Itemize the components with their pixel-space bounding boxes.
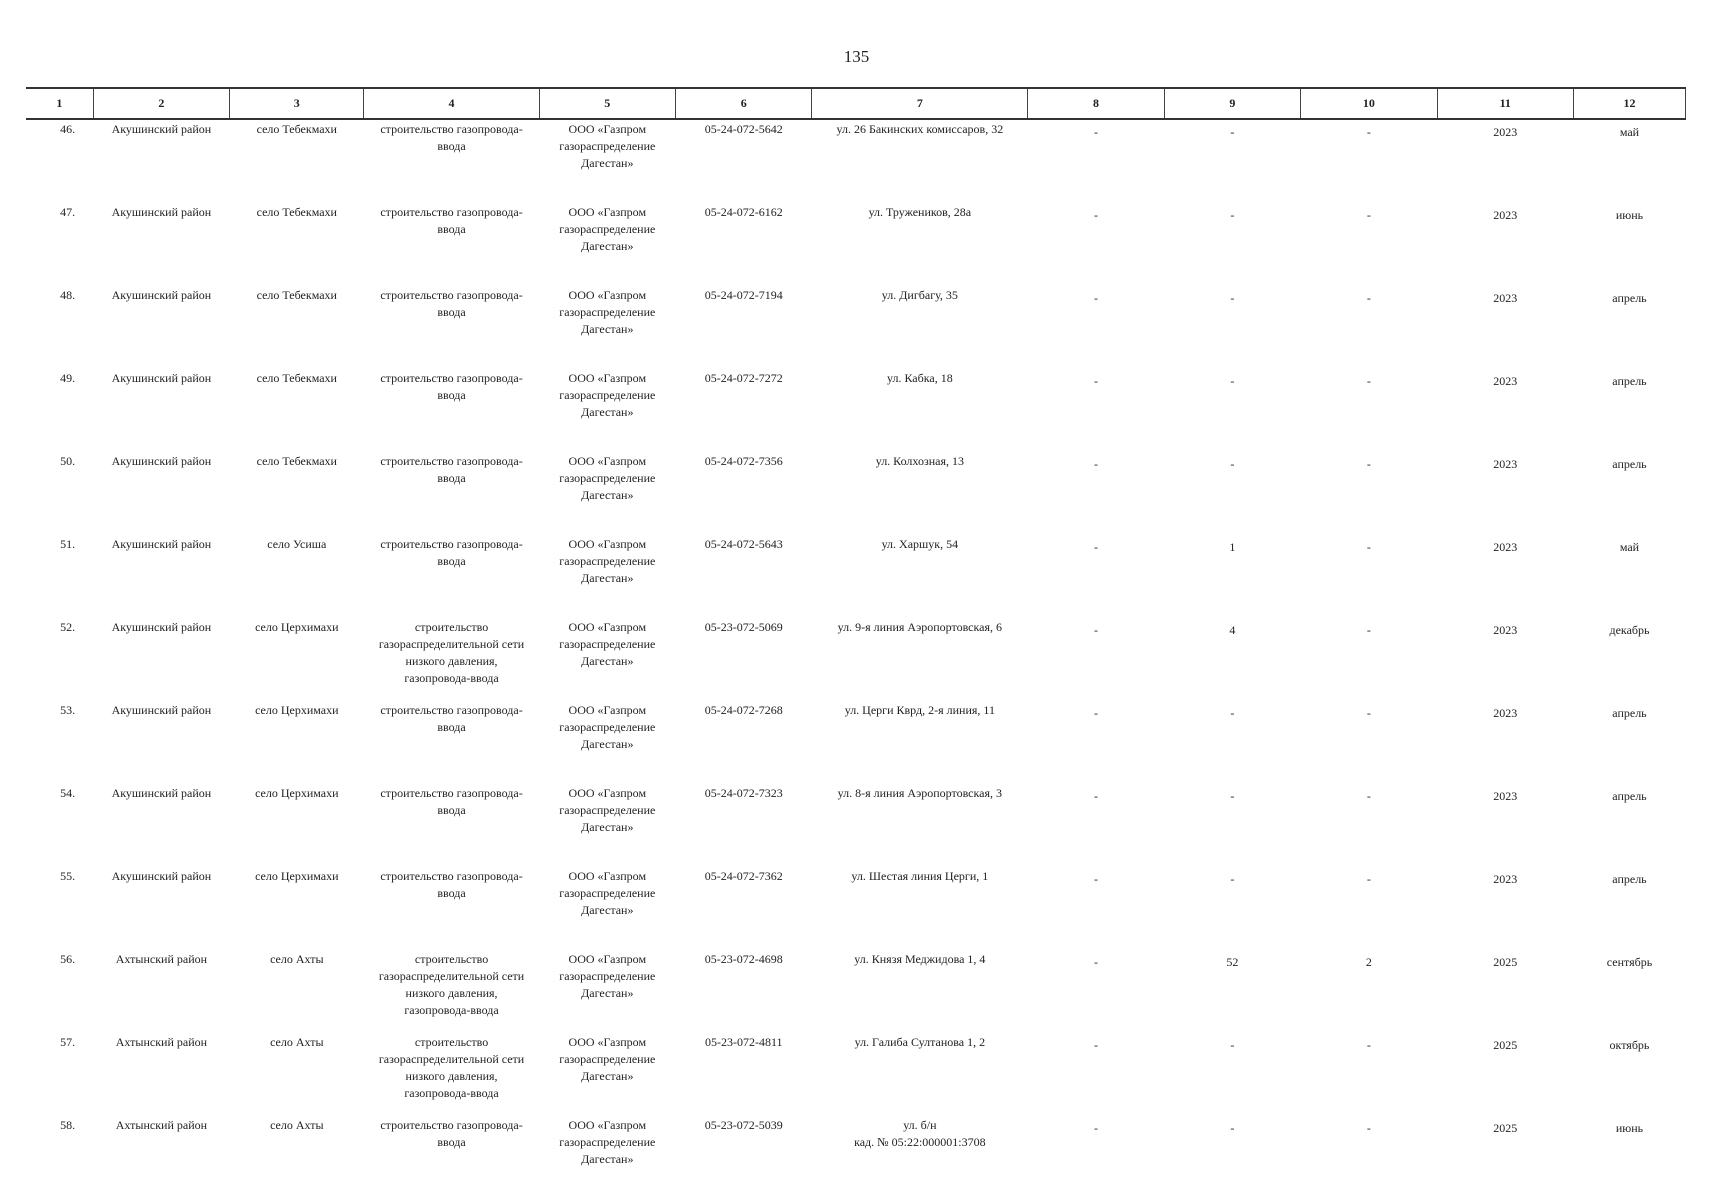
project-code-cell: 05-23-072-5069 [704, 620, 783, 634]
settlement-cell: село Тебекмахи [256, 288, 337, 302]
project-code-cell: 05-23-072-4811 [704, 1035, 783, 1049]
year-cell: 2023 [1493, 872, 1518, 886]
page-number: 135 [843, 47, 870, 66]
column-10-cell: - [1366, 208, 1371, 222]
column-9-cell: - [1230, 872, 1235, 886]
month-cell: апрель [1612, 374, 1647, 388]
month-cell: апрель [1612, 872, 1647, 886]
organization-cell: ООО «Газпром газораспределение Дагестан» [559, 537, 656, 585]
year-cell: 2023 [1493, 623, 1518, 637]
table-row [26, 535, 1686, 618]
column-8-cell: - [1093, 1121, 1098, 1135]
project-code-cell: 05-24-072-7272 [704, 371, 783, 385]
year-cell: 2023 [1493, 125, 1518, 139]
column-10-cell: 2 [1365, 955, 1372, 969]
year-cell: 2023 [1493, 208, 1518, 222]
column-header-10: 10 [1301, 88, 1437, 119]
work-type-cell: строительство газораспределительной сети низкого давления, газопровода-ввода [378, 1035, 525, 1100]
work-type-cell: строительство газопровода- ввода [380, 1118, 523, 1149]
row-number: 56. [60, 952, 76, 966]
address-cell: ул. Колхозная, 13 [875, 454, 964, 468]
project-code-cell: 05-24-072-7362 [704, 869, 783, 883]
table-row [26, 119, 1686, 203]
project-code-cell: 05-23-072-4698 [704, 952, 783, 966]
organization-cell: ООО «Газпром газораспределение Дагестан» [559, 205, 656, 253]
column-header-8: 8 [1028, 88, 1164, 119]
settlement-cell: село Ахты [270, 1035, 324, 1049]
column-8-cell: - [1093, 872, 1098, 886]
settlement-cell: село Ахты [270, 952, 324, 966]
district-cell: Акушинский район [111, 205, 212, 219]
settlement-cell: село Церхимахи [255, 786, 339, 800]
work-type-cell: строительство газораспределительной сети низкого давления, газопровода-ввода [378, 620, 525, 685]
column-8-cell: - [1093, 955, 1098, 969]
column-8-cell: - [1093, 457, 1098, 471]
year-cell: 2023 [1493, 374, 1518, 388]
column-10-cell: - [1366, 872, 1371, 886]
address-cell: ул. Церги Кврд, 2-я линия, 11 [844, 703, 995, 717]
address-cell: ул. Князя Меджидова 1, 4 [854, 952, 986, 966]
project-code-cell: 05-24-072-7268 [704, 703, 783, 717]
table-row [26, 286, 1686, 369]
column-header-12: 12 [1573, 88, 1685, 119]
district-cell: Акушинский район [111, 703, 212, 717]
column-header-4: 4 [364, 88, 539, 119]
gasification-table [26, 87, 1686, 1199]
work-type-cell: строительство газопровода- ввода [380, 537, 523, 568]
column-8-cell: - [1093, 291, 1098, 305]
settlement-cell: село Церхимахи [255, 869, 339, 883]
table-row [26, 369, 1686, 452]
column-header-6: 6 [676, 88, 812, 119]
organization-cell: ООО «Газпром газораспределение Дагестан» [559, 869, 656, 917]
table-row [26, 618, 1686, 701]
row-number: 58. [60, 1118, 76, 1132]
column-9-cell: - [1230, 1038, 1235, 1052]
month-cell: апрель [1612, 457, 1647, 471]
district-cell: Акушинский район [111, 122, 212, 136]
table-row [26, 1116, 1686, 1199]
row-number: 49. [60, 371, 76, 385]
address-cell: ул. Харшук, 54 [881, 537, 959, 551]
work-type-cell: строительство газопровода- ввода [380, 371, 523, 402]
settlement-cell: село Тебекмахи [256, 205, 337, 219]
project-code-cell: 05-24-072-7194 [704, 288, 783, 302]
organization-cell: ООО «Газпром газораспределение Дагестан» [559, 620, 656, 668]
column-10-cell: - [1366, 1121, 1371, 1135]
column-9-cell: - [1230, 125, 1235, 139]
address-cell: ул. Кабка, 18 [886, 371, 953, 385]
district-cell: Ахтынский район [115, 1035, 208, 1049]
project-code-cell: 05-23-072-5039 [704, 1118, 783, 1132]
address-cell: ул. Тружеников, 28а [868, 205, 972, 219]
column-header-9: 9 [1164, 88, 1300, 119]
column-number-header [26, 88, 1686, 119]
project-code-cell: 05-24-072-6162 [704, 205, 783, 219]
settlement-cell: село Церхимахи [255, 703, 339, 717]
column-9-cell: - [1230, 208, 1235, 222]
organization-cell: ООО «Газпром газораспределение Дагестан» [559, 703, 656, 751]
month-cell: июнь [1615, 208, 1644, 222]
month-cell: октябрь [1609, 1038, 1650, 1052]
project-code-cell: 05-24-072-5642 [704, 122, 783, 136]
column-10-cell: - [1366, 623, 1371, 637]
district-cell: Акушинский район [111, 869, 212, 883]
month-cell: май [1619, 540, 1640, 554]
row-number: 47. [60, 205, 76, 219]
column-10-cell: - [1366, 374, 1371, 388]
table-body [26, 119, 1686, 1199]
address-cell: ул. 8-я линия Аэропортовская, 3 [837, 786, 1003, 800]
year-cell: 2025 [1493, 955, 1518, 969]
row-number: 48. [60, 288, 76, 302]
address-cell: ул. б/н кад. № 05:22:000001:3708 [854, 1118, 986, 1149]
work-type-cell: строительство газопровода- ввода [380, 122, 523, 153]
work-type-cell: строительство газораспределительной сети низкого давления, газопровода-ввода [378, 952, 525, 1017]
column-10-cell: - [1366, 291, 1371, 305]
table-row [26, 950, 1686, 1033]
column-9-cell: - [1230, 706, 1235, 720]
work-type-cell: строительство газопровода- ввода [380, 205, 523, 236]
organization-cell: ООО «Газпром газораспределение Дагестан» [559, 371, 656, 419]
district-cell: Ахтынский район [115, 952, 208, 966]
column-10-cell: - [1366, 706, 1371, 720]
district-cell: Акушинский район [111, 620, 212, 634]
column-10-cell: - [1366, 1038, 1371, 1052]
address-cell: ул. Галиба Султанова 1, 2 [854, 1035, 986, 1049]
settlement-cell: село Ахты [270, 1118, 324, 1132]
address-cell: ул. 26 Бакинских комиссаров, 32 [836, 122, 1004, 136]
table-row [26, 867, 1686, 950]
row-number: 50. [60, 454, 76, 468]
organization-cell: ООО «Газпром газораспределение Дагестан» [559, 952, 656, 1000]
column-9-cell: - [1230, 374, 1235, 388]
column-header-11: 11 [1437, 88, 1573, 119]
year-cell: 2023 [1493, 291, 1518, 305]
month-cell: апрель [1612, 291, 1647, 305]
column-8-cell: - [1093, 125, 1098, 139]
work-type-cell: строительство газопровода- ввода [380, 786, 523, 817]
column-10-cell: - [1366, 789, 1371, 803]
organization-cell: ООО «Газпром газораспределение Дагестан» [559, 1035, 656, 1083]
column-header-3: 3 [230, 88, 364, 119]
column-8-cell: - [1093, 374, 1098, 388]
month-cell: июнь [1615, 1121, 1644, 1135]
column-9-cell: - [1230, 457, 1235, 471]
settlement-cell: село Усиша [267, 537, 327, 551]
project-code-cell: 05-24-072-7356 [704, 454, 783, 468]
column-10-cell: - [1366, 457, 1371, 471]
work-type-cell: строительство газопровода- ввода [380, 454, 523, 485]
settlement-cell: село Тебекмахи [256, 122, 337, 136]
column-10-cell: - [1366, 125, 1371, 139]
column-8-cell: - [1093, 706, 1098, 720]
column-9-cell: - [1230, 789, 1235, 803]
column-8-cell: - [1093, 208, 1098, 222]
district-cell: Акушинский район [111, 454, 212, 468]
month-cell: апрель [1612, 789, 1647, 803]
district-cell: Акушинский район [111, 537, 212, 551]
column-9-cell: 1 [1229, 540, 1236, 554]
month-cell: декабрь [1609, 623, 1650, 637]
table-row [26, 701, 1686, 784]
column-10-cell: - [1366, 540, 1371, 554]
table-row [26, 1033, 1686, 1116]
year-cell: 2025 [1493, 1121, 1518, 1135]
district-cell: Акушинский район [111, 371, 212, 385]
month-cell: май [1619, 125, 1640, 139]
settlement-cell: село Тебекмахи [256, 371, 337, 385]
organization-cell: ООО «Газпром газораспределение Дагестан» [559, 288, 656, 336]
project-code-cell: 05-24-072-7323 [704, 786, 783, 800]
column-9-cell: - [1230, 1121, 1235, 1135]
row-number: 52. [60, 620, 76, 634]
row-number: 53. [60, 703, 76, 717]
project-code-cell: 05-24-072-5643 [704, 537, 783, 551]
year-cell: 2025 [1493, 1038, 1518, 1052]
column-8-cell: - [1093, 540, 1098, 554]
year-cell: 2023 [1493, 457, 1518, 471]
settlement-cell: село Церхимахи [255, 620, 339, 634]
address-cell: ул. Дигбагу, 35 [881, 288, 958, 302]
address-cell: ул. 9-я линия Аэропортовская, 6 [837, 620, 1003, 634]
month-cell: апрель [1612, 706, 1647, 720]
column-9-cell: 4 [1229, 623, 1236, 637]
year-cell: 2023 [1493, 706, 1518, 720]
settlement-cell: село Тебекмахи [256, 454, 337, 468]
column-8-cell: - [1093, 623, 1098, 637]
column-9-cell: 52 [1226, 955, 1239, 969]
organization-cell: ООО «Газпром газораспределение Дагестан» [559, 454, 656, 502]
organization-cell: ООО «Газпром газораспределение Дагестан» [559, 122, 656, 170]
column-header-7: 7 [812, 88, 1028, 119]
month-cell: сентябрь [1606, 955, 1653, 969]
work-type-cell: строительство газопровода- ввода [380, 703, 523, 734]
row-number: 46. [60, 122, 76, 136]
work-type-cell: строительство газопровода- ввода [380, 869, 523, 900]
year-cell: 2023 [1493, 789, 1518, 803]
table-row [26, 784, 1686, 867]
organization-cell: ООО «Газпром газораспределение Дагестан» [559, 786, 656, 834]
row-number: 55. [60, 869, 76, 883]
column-header-5: 5 [539, 88, 675, 119]
organization-cell: ООО «Газпром газораспределение Дагестан» [559, 1118, 656, 1166]
year-cell: 2023 [1493, 540, 1518, 554]
row-number: 54. [60, 786, 76, 800]
table-row [26, 203, 1686, 286]
column-header-2: 2 [93, 88, 229, 119]
column-9-cell: - [1230, 291, 1235, 305]
row-number: 57. [60, 1035, 76, 1049]
table-row [26, 452, 1686, 535]
column-8-cell: - [1093, 789, 1098, 803]
row-number: 51. [60, 537, 76, 551]
column-header-1: 1 [26, 88, 93, 119]
district-cell: Акушинский район [111, 288, 212, 302]
column-8-cell: - [1093, 1038, 1098, 1052]
work-type-cell: строительство газопровода- ввода [380, 288, 523, 319]
address-cell: ул. Шестая линия Церги, 1 [851, 869, 989, 883]
district-cell: Акушинский район [111, 786, 212, 800]
district-cell: Ахтынский район [115, 1118, 208, 1132]
